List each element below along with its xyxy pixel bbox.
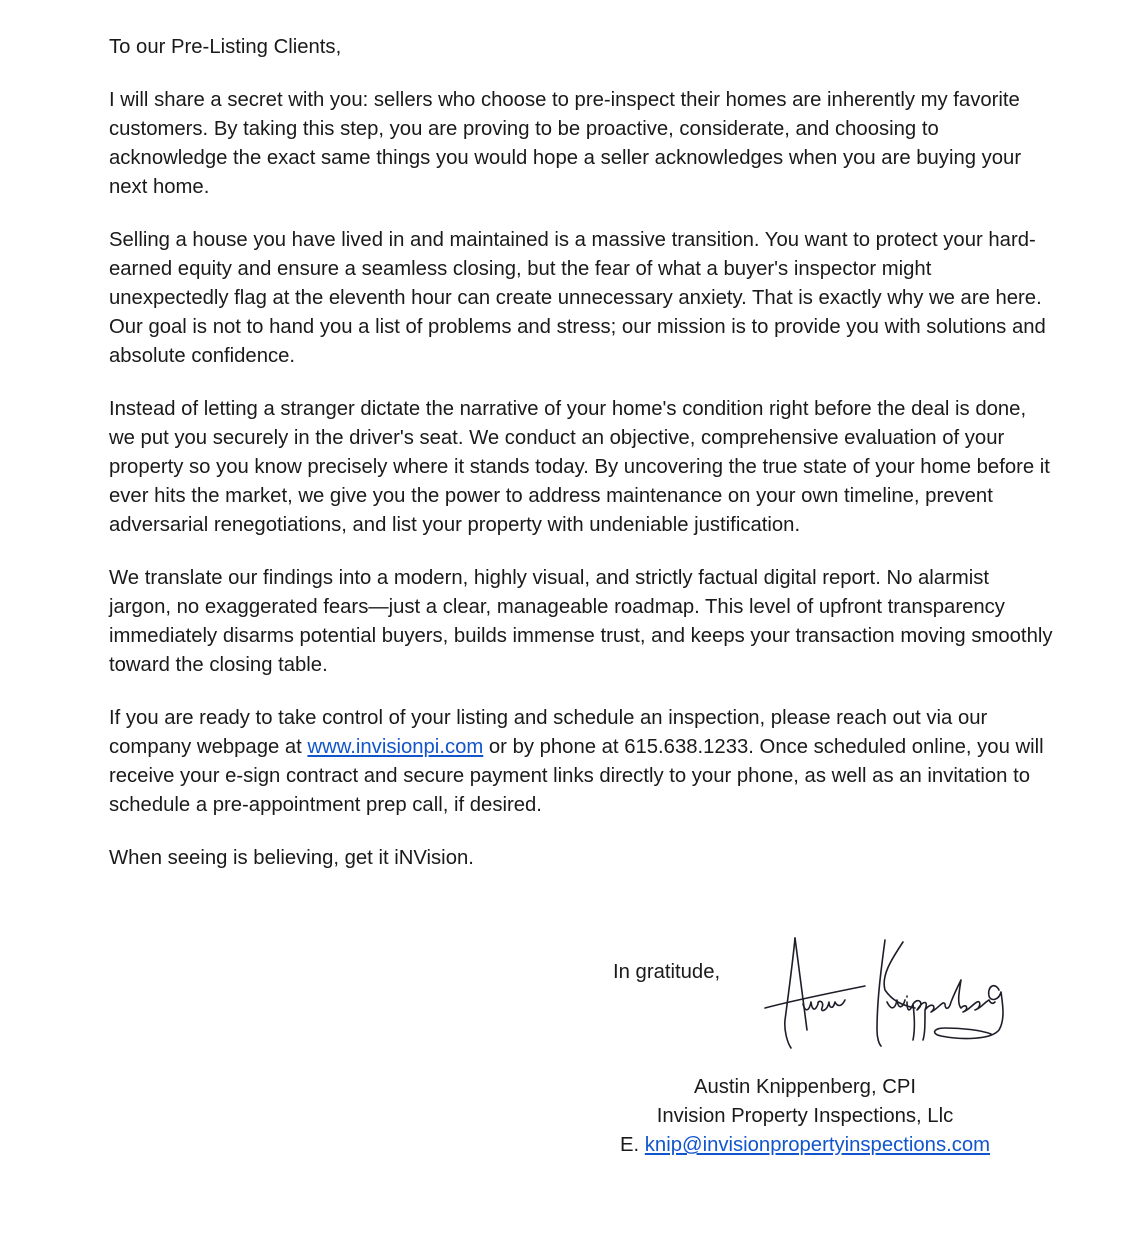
email-link[interactable]: knip@invisionpropertyinspections.com — [644, 1134, 991, 1156]
email-prefix: E. — [619, 1134, 645, 1156]
signer-name: Austin Knippenberg, CPI — [693, 1076, 917, 1098]
paragraph-3: Instead of letting a stranger dictate the narrative of your home's condition right before the deal is done, we put you securely in the driver's seat. We conduct an objective, comprehensive evaluation of your property so you know precisely where it stands today. By uncovering the true state of your home before it ever hits the market, we give you the power to address maintenance on your own timeline, prevent adversarial renegotiations, and list your property with undeniable justification. — [109, 398, 1050, 536]
handwritten-signature — [755, 930, 1015, 1055]
paragraph-5-text-b: or by phone at 615.638.1233. Once scheduled online, you will receive your e-sign contract and secure payment links directly to your phone, as well as an invitation to schedule a pre-appointment prep call, if desired. — [109, 736, 1044, 816]
letter-body — [109, 33, 1054, 897]
closing-line: In gratitude, — [613, 961, 721, 983]
paragraph-1: I will share a secret with you: sellers who choose to pre-inspect their homes are inherently my favorite customers. By taking this step, you are proving to be proactive, considerate, and choosing to acknowledge the exact same things you would hope a seller acknowledges when you are buying your next home. — [109, 89, 1022, 198]
email-line — [560, 1131, 1050, 1160]
company-name: Invision Property Inspections, Llc — [656, 1105, 954, 1127]
paragraph-6: When seeing is believing, get it iNVision. — [109, 847, 474, 869]
salutation: To our Pre-Listing Clients, — [109, 36, 342, 58]
paragraph-5-text-a: If you are ready to take control of your listing and schedule an inspection, please reach out via our company webpage at — [109, 707, 988, 758]
paragraph-2: Selling a house you have lived in and maintained is a massive transition. You want to protect your hard-earned equity and ensure a seamless closing, but the fear of what a buyer's inspector might unexpectedly flag at the eleventh hour can create unnecessary anxiety. That is exactly why we are here. Our goal is not to hand you a list of problems and stress; our mission is to provide you with solutions and absolute confidence. — [109, 229, 1046, 367]
website-link[interactable]: www.invisionpi.com — [307, 736, 484, 758]
signature-block — [560, 1073, 1050, 1160]
paragraph-4: We translate our findings into a modern, highly visual, and strictly factual digital report. No alarmist jargon, no exaggerated fears—just a clear, manageable roadmap. This level of upfront transparency immediately disarms potential buyers, builds immense trust, and keeps your transaction moving smoothly toward the closing table. — [109, 567, 1053, 676]
paragraph-5 — [109, 704, 1054, 820]
